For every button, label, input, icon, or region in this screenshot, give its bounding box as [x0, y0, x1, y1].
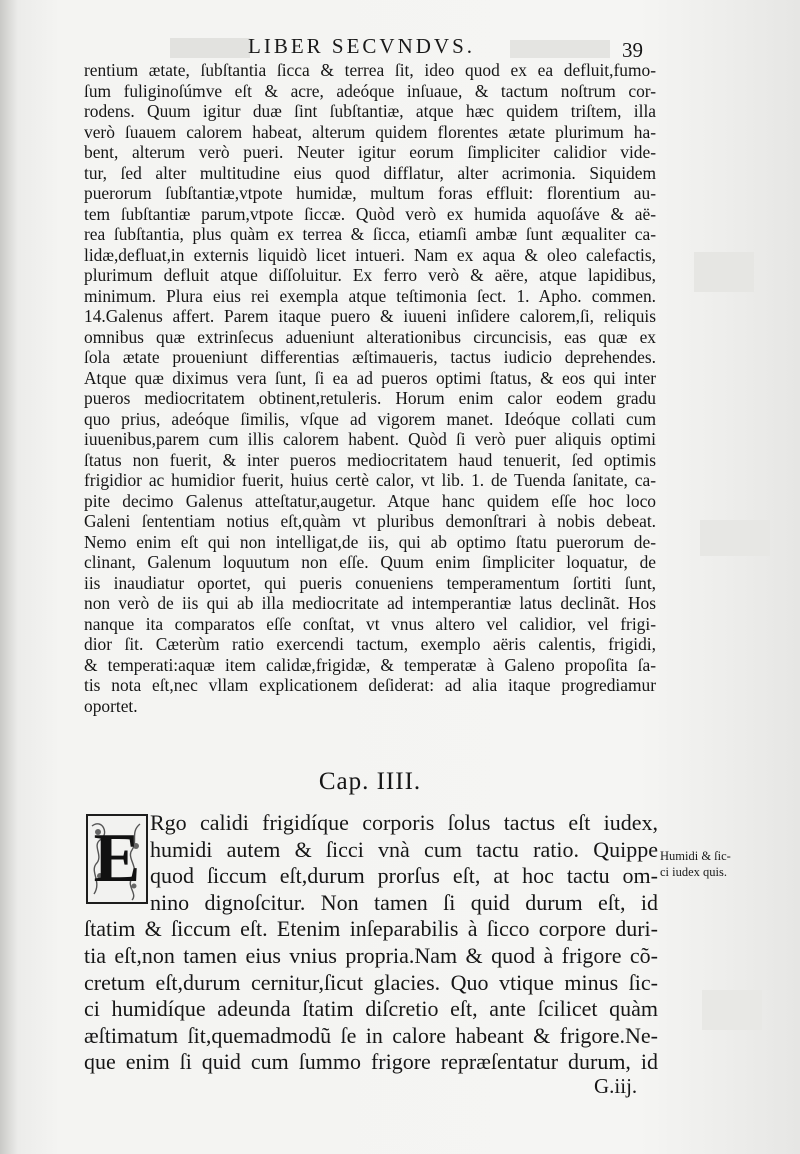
bleed-through-shading [702, 990, 762, 1030]
initial-letter: E [93, 820, 141, 897]
text-line: lidæ,defluat,in externis liquidò licet intueri. Nam ex aqua & oleo calefactis, [84, 244, 656, 265]
text-line: non verò de iis qui ab illa mediocritate ad intemperantiæ latus declinãt. Hos [84, 593, 656, 613]
marginal-note [660, 848, 750, 880]
text-line: tem ſubſtantiæ parum,vtpote ſiccæ. Quòd verò ex humida aquoſáve & aë- [84, 203, 656, 224]
marginal-note-line: ci iudex quis. [660, 865, 728, 879]
marginal-note-line: Humidi & ſic- [660, 849, 731, 863]
text-line: quo prius, adeóque ſimilis, vſque ad vigorem manet. Ideóque collati cum [84, 408, 656, 429]
page-number: 39 [622, 38, 643, 62]
text-line: bent, alterum verò pueri. Neuter igitur eorum ſimpliciter calidior vide- [84, 142, 656, 162]
text-line: que enim ſi quid cum ſummo frigore repræſentatur durum, id [84, 1049, 658, 1075]
text-line: iuuenibus,parem cum illis calorem habent. Quòd ſi verò puer aliquis optimi [84, 429, 656, 449]
text-line: rodens. Quum igitur duæ ſint ſubſtantiæ, atque hæc quidem triſtem, illa [84, 101, 656, 121]
text-line: humidi autem & ſicci vnà cum tactu ratio. Quippe [150, 836, 658, 862]
chapter-text-block [84, 810, 658, 1076]
text-line: ſtatus non fuerit, & inter pueros mediocritatem haud tenuerit, ſed optimis [84, 449, 656, 470]
text-line: Atque quæ diximus vera ſunt, ſi ea ad pueros optimi ſtatus, & eos qui inter [84, 367, 656, 388]
text-line: omnibus quæ extrinſecus adueniunt alterationibus circuncisis, eas quæ ex [84, 326, 656, 347]
text-line: puerorum ſubſtantiæ,vtpote humidæ, multum foras effluit: florentium au- [84, 183, 656, 203]
text-line: pueros mediocritatem obtinent,retuleris. Horum enim calor eodem gradu [84, 388, 656, 408]
bleed-through-shading [694, 252, 754, 292]
text-line: iis inaudiatur oportet, qui pueris conueniens temperamentum ſortiti ſunt, [84, 572, 656, 593]
text-line: cretum eſt,durum cernitur,ſicut glacies. Quo vtique minus ſic- [84, 969, 658, 995]
text-line: Rgo calidi frigidíque corporis ſolus tactus eſt iudex, [150, 810, 658, 835]
text-line: clinant, Galenum loquutum non eſſe. Quum enim ſimpliciter loquatur, de [84, 552, 656, 572]
signature-mark: G.iij. [594, 1074, 638, 1098]
text-line: frigidior ac humidior fuerit, huius certè calor, vt lib. 1. de Tuenda ſanitate, ca- [84, 470, 656, 490]
text-line: ci humidíque adeunda ſtatim diſcretio eſt, ante ſcilicet quàm [84, 996, 658, 1022]
text-line: tis nota eſt,nec vllam explicationem deſiderat: ad alia itaque progrediamur [84, 675, 656, 695]
text-line: & temperati:aquæ item calidæ,frigidæ, & temperatæ à Galeno propoſita ſa- [84, 654, 656, 675]
text-line: nino dignoſcitur. Non tamen ſi quid durum eſt, id [150, 889, 658, 915]
body-text-block [84, 60, 656, 716]
text-line: plurimum defluit atque diſſoluitur. Ex ferro verò & aëre, atque lapidibus, [84, 265, 656, 285]
text-line: Nemo enim eſt qui non intelligat,de iis, qui ab optimo ſtatu puerorum de- [84, 531, 656, 552]
text-line: dior ſit. Cæterùm ratio exercendi tactum, exemplo aëris calentis, frigidi, [84, 634, 656, 654]
text-line: ſtatim & ſiccum eſt. Etenim inſeparabilis à ſicco corpore duri- [84, 916, 658, 942]
running-head: LIBER SECVNDVS. [248, 34, 476, 58]
text-line: verò ſuauem calorem habeat, alterum quidem florentes ætate plurimum ha- [84, 121, 656, 142]
text-line: ſola ætate proueniunt differentias æſtimaueris, tactus iudicio deprehendes. [84, 347, 656, 367]
text-line: ſum fuliginoſúmve eſt & acre, adeóque inſuaue, & tactum noſtrum cor- [84, 80, 656, 101]
text-line: tia eſt,non tamen eius vnius propria.Nam & quod à frigore cõ- [84, 942, 658, 968]
text-line: nanque ita comparatos eſſe conſtat, vt vnus altero vel calidior, vel frigi- [84, 613, 656, 634]
text-line: rea ſubſtantia, plus quàm ex terrea & ſicca, etiamſi ambæ ſunt æqualiter ca- [84, 224, 656, 244]
text-line: oportet. [84, 695, 138, 716]
text-line: æſtimatum ſit,quemadmodũ ſe in calore habeant & frigore.Ne- [84, 1022, 658, 1048]
text-line: pite decimo Galenus atteſtatur,augetur. Atque hanc quidem eſſe hoc loco [84, 490, 656, 511]
decorated-initial [86, 814, 148, 904]
text-line: quod ſiccum eſt,durum prorſus eſt, at hoc tactu om- [150, 863, 658, 889]
text-line: minimum. Plura eius rei exempla atque teſtimonia ſect. 1. Apho. commen. [84, 285, 656, 306]
text-line: Galeni ſententiam notius eſt,quàm vt pluribus demonſtrari à nobis debeat. [84, 511, 656, 531]
bleed-through-shading [700, 520, 770, 556]
chapter-heading: Cap. IIII. [318, 768, 422, 795]
text-line: rentium ætate, ſubſtantia ſicca & terrea ſit, ideo quod ex ea defluit,fumo- [84, 60, 656, 80]
text-line: tur, ſed alter multitudine eius quod difflatur, alter acrimonia. Siquidem [84, 162, 656, 183]
text-line: 14.Galenus affert. Parem itaque puero & iuueni inſidere calorem,ſi, reliquis [84, 306, 656, 326]
